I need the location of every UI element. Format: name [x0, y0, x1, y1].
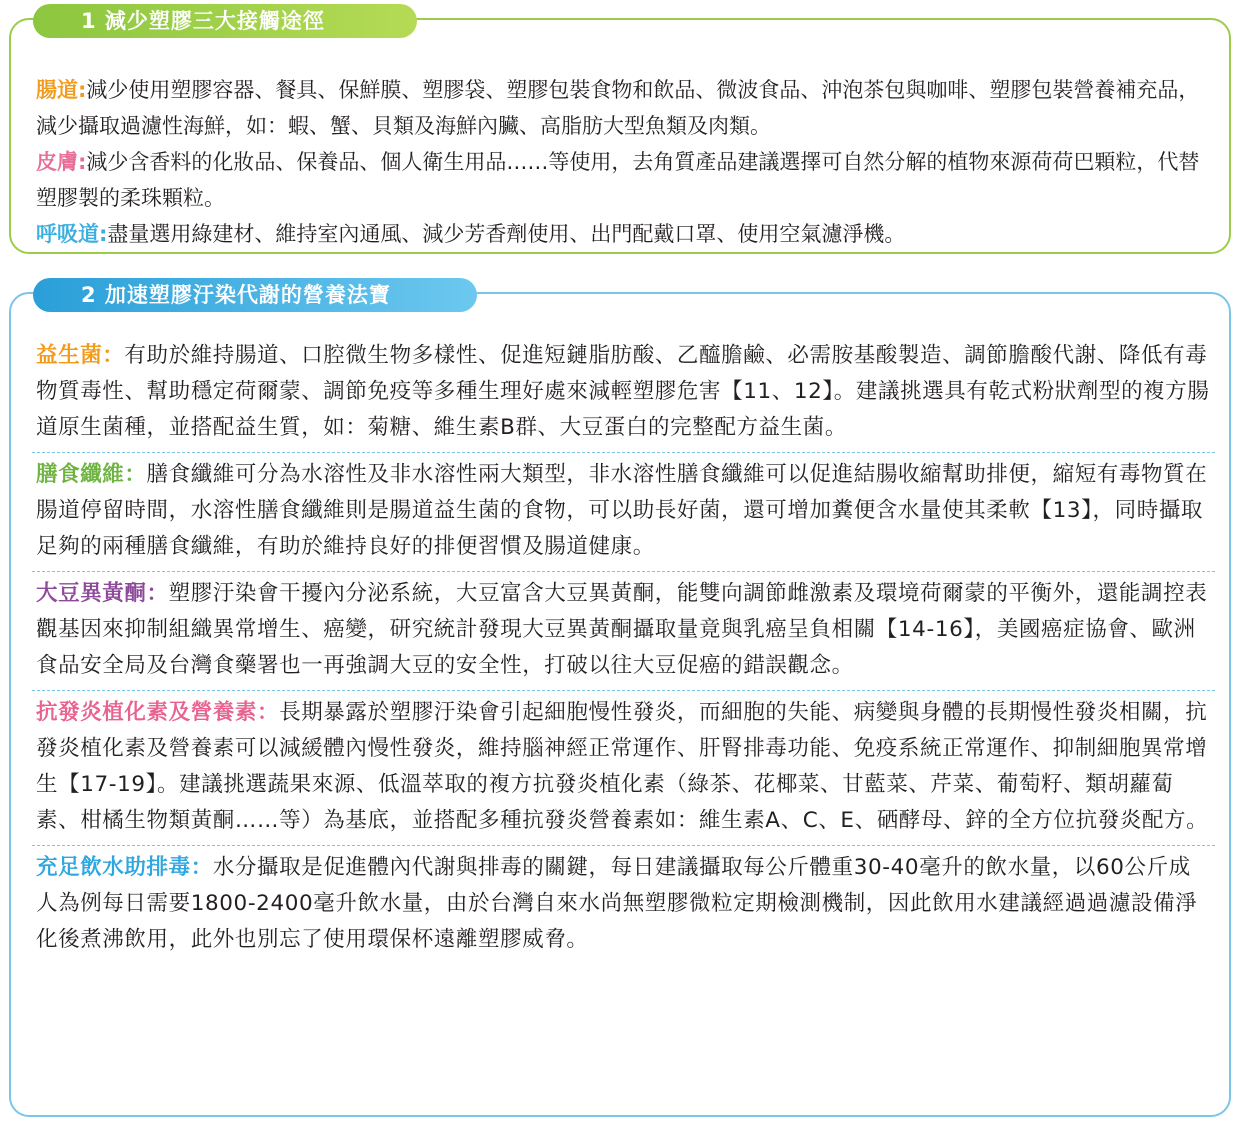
- item-label: 膳食纖維：: [36, 462, 147, 487]
- section1-title: 1 減少塑膠三大接觸途徑: [33, 4, 417, 38]
- item-respiratory: [36, 216, 1211, 252]
- section2-content: [36, 334, 1211, 964]
- item-text: 長期暴露於塑膠汙染會引起細胞慢性發炎，而細胞的失能、病變與身體的長期慢性發炎相關，抗發炎植化素及營養素可以減緩體內慢性發炎，維持腦神經正常運作、肝腎排毒功能、免疫系統正常運作、抑制細胞異常增生【17-19】。建議挑選蔬果來源、低溫萃取的複方抗發炎植化素（綠茶、花椰菜、甘藍菜、芹菜、葡萄籽、類胡蘿蔔素、柑橘生物類黃酮……等）為基底，並搭配多種抗發炎營養素如：維生素A、C、E、硒酵母、鋅的全方位抗發炎配方。: [36, 700, 1209, 833]
- item-intestine: [36, 72, 1211, 144]
- item-anti-inflammatory: [36, 691, 1211, 845]
- item-label: 呼吸道:: [36, 222, 108, 246]
- item-text: 塑膠汙染會干擾內分泌系統，大豆富含大豆異黃酮，能雙向調節雌激素及環境荷爾蒙的平衡外，還能調控表觀基因來抑制組織異常增生、癌變，研究統計發現大豆異黃酮攝取量竟與乳癌呈負相關【14-16】，美國癌症協會、歐洲食品安全局及台灣食藥署也一再強調大豆的安全性，打破以往大豆促癌的錯誤觀念。: [36, 581, 1208, 678]
- item-label: 抗發炎植化素及營養素：: [36, 700, 280, 725]
- nutrition-panel: [9, 283, 1231, 1117]
- contact-routes-panel: [9, 9, 1231, 254]
- item-probiotics: [36, 334, 1211, 452]
- item-fiber: [36, 453, 1211, 571]
- item-text: 減少使用塑膠容器、餐具、保鮮膜、塑膠袋、塑膠包裝食物和飲品、微波食品、沖泡茶包與咖啡、塑膠包裝營養補充品，減少攝取過濾性海鮮，如：蝦、蟹、貝類及海鮮內臟、高脂肪大型魚類及肉類。: [36, 78, 1200, 138]
- item-water: [36, 846, 1211, 964]
- item-text: 膳食纖維可分為水溶性及非水溶性兩大類型，非水溶性膳食纖維可以促進結腸收縮幫助排便，縮短有毒物質在腸道停留時間，水溶性膳食纖維則是腸道益生菌的食物，可以助長好菌，還可增加糞便含水量使其柔軟【13】，同時攝取足夠的兩種膳食纖維，有助於維持良好的排便習慣及腸道健康。: [36, 462, 1208, 559]
- item-label: 皮膚:: [36, 150, 87, 174]
- item-text: 盡量選用綠建材、維持室內通風、減少芳香劑使用、出門配戴口罩、使用空氣濾淨機。: [107, 222, 906, 246]
- item-label: 大豆異黃酮：: [36, 581, 169, 606]
- item-label: 益生菌：: [36, 343, 125, 368]
- item-text: 有助於維持腸道、口腔微生物多樣性、促進短鏈脂肪酸、乙醯膽鹼、必需胺基酸製造、調節膽酸代謝、降低有毒物質毒性、幫助穩定荷爾蒙、調節免疫等多種生理好處來減輕塑膠危害【11、12】。建議挑選具有乾式粉狀劑型的複方腸道原生菌種，並搭配益生質，如：菊糖、維生素B群、大豆蛋白的完整配方益生菌。: [36, 343, 1210, 440]
- item-label: 腸道:: [36, 78, 87, 102]
- item-skin: [36, 144, 1211, 216]
- section2-title: 2 加速塑膠汙染代謝的營養法寶: [33, 278, 477, 312]
- item-text: 減少含香料的化妝品、保養品、個人衛生用品……等使用，去角質產品建議選擇可自然分解的植物來源荷荷巴顆粒，代替塑膠製的柔珠顆粒。: [36, 150, 1200, 210]
- item-soy-isoflavone: [36, 572, 1211, 690]
- item-label: 充足飲水助排毒：: [36, 855, 213, 880]
- section1-content: [36, 72, 1211, 252]
- item-text: 水分攝取是促進體內代謝與排毒的關鍵，每日建議攝取每公斤體重30-40毫升的飲水量，以60公斤成人為例每日需要1800-2400毫升飲水量，由於台灣自來水尚無塑膠微粒定期檢測機制，因此飲用水建議經過過濾設備淨化後煮沸飲用，此外也別忘了使用環保杯遠離塑膠威脅。: [36, 855, 1198, 952]
